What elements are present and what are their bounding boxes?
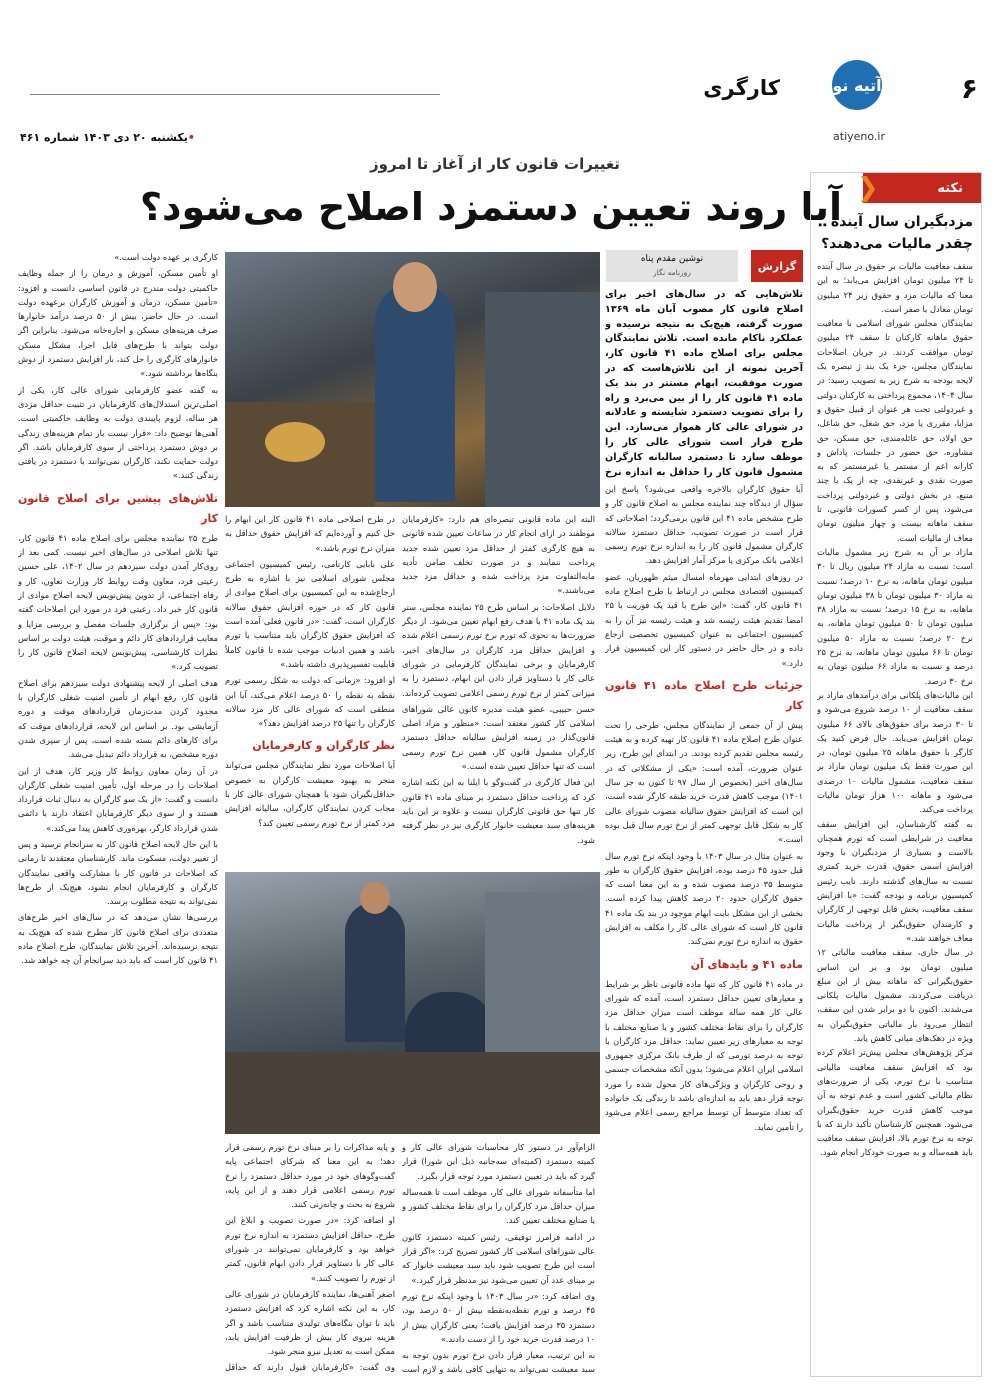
byline (606, 250, 738, 282)
article-kicker: تغییرات قانون کار از آغاز تا امروز (370, 155, 620, 173)
article-column-bottom-a (402, 1140, 595, 1377)
sidebar-body (817, 259, 973, 1368)
paragraph: در ادامه فرامرز توفیقی، رئیس کمیته دستمزد کانون عالی شوراهای اسلامی کار کشور تصریح کرد: «اگر قرار است این طرح تصویب شود باید سبد معیشت خانوار که بر مبنای عدد آن تعیین می‌شود نیز مدنظر قرار گیرد.» (402, 1231, 595, 1285)
paragraph: البته این ماده قانونی تبصره‌ای هم دارد: «کارفرمایان موظفند در ازای انجام کار در ساعات تعیین شده قانونی به هیچ کارگری کمتر از حداقل مزد تعیین شده جدید پرداخت ننمایند و در صورت تخلف ضامن تأدیه مابه‌التفاوت مزد پرداخت شده و حداقل مزد جدید می‌باشند.» (402, 514, 595, 596)
paragraph: اصغر آهنی‌ها، نماینده کارفرمایان در شورای عالی کار، به این نکته اشاره کرد که افزایش دستمزد باید با توان بنگاه‌های تولیدی متناسب باشد و اگر هزینه نیروی کار بیش از ظرفیت افزایش یابد، ممکن است به تعدیل نیرو منجر شود. (225, 1288, 395, 1357)
author-name: نوشین مقدم پناه (640, 254, 704, 264)
paragraph: حسن حبیبی، عضو هیئت مدیره کانون عالی شوراهای اسلامی کار کشور معتقد است: «منظور و مراد اصلی قانون‌گذار در زمینه افزایش سالیانه حداقل دستمزد کارگران مشمول قانون کار، همین نرخ تورم رسمی است که تنها حداقل تعیین شده است.» (402, 703, 595, 772)
dateline-text: یکشنبه ۲۰ دی ۱۴۰۳ شماره ۴۶۱ (20, 131, 188, 144)
report-tag: گزارش (751, 250, 803, 282)
paragraph: به گفته عضو کارفرمایی شورای عالی کار، یکی از اصلی‌ترین استدلال‌های کارفرمایان در تثبیت حداقل مزدی هر ساله، لزوم پایبندی دولت به وظایف حاکمیتی است. آهنی‌ها توضیح داد: «قرار نیست بار تمام هزینه‌های زندگی بر دوش دستمزد پرداختی از سوی کارفرمایان باشد. اگر دولت حمایت نکند، کارگران نمی‌توانند با دستمزد در یافتی زندگی کنند.» (18, 384, 218, 481)
paragraph: الزام‌آور در دستور کار محاسبات شورای عالی کار و کمیته دستمزد (کمیته‌ای سه‌جانبه ذیل این شورا) قرار گیرد که باید در تعیین دستمزد مورد توجه قرار بگیرد. (402, 1142, 595, 1181)
article-headline: آیا روند تعیین دستمزد اصلاح می‌شود؟ (140, 185, 843, 229)
sidebar-paragraph: این مالیات‌های پلکانی برای درآمدهای مازاد بر سقف معافیت از ۱۰ درصد شروع می‌شود و تا ۳۰ درصد برای حقوق‌های بالای ۶۶ میلیون تومان افزایش می‌یابد. حال فرض کنید یک کارگر با حقوق ماهانه ۲۵ میلیون تومان، در این صورت فقط یک میلیون تومان مازاد بر سقف معافیت، مشمول مالیات ۱۰ درصدی می‌شود و ماهانه ۱۰۰ هزار تومان مالیات پرداخت می‌کند. (817, 689, 973, 815)
paragraph: وی اضافه کرد: «در سال ۱۴۰۳ با وجود اینکه نرخ تورم ۴۵ درصد و تورم نقطه‌به‌نقطه بیش از ۵۰ درصد بود، دستمزد ۳۵ درصد افزایش یافت؛ یعنی کارگران بیش از ۱۰ درصد قدرت خرید خود را از دست دادند.» (402, 1290, 595, 1344)
subheading: ماده ۴۱ و بایدهای آن (690, 957, 803, 971)
paragraph: او افزود: «زمانی که دولت به شکل رسمی تورم نقطه به نقطه را ۵۰ درصد اعلام می‌کند، آیا این منطقی است که شورای عالی کار مزد سالانه کارگران را تنها ۲۵ درصد افزایش دهد؟» (225, 675, 395, 729)
sidebar-box (810, 172, 982, 1377)
sidebar-paragraph: سقف معافیت مالیات بر حقوق در سال آینده تا ۲۴ میلیون تومان افزایش می‌یابد؛ به این معنا که مالیات مزد و حقوق زیر ۲۴ میلیون تومان معادل با صفر است. (817, 261, 973, 314)
paragraph: در ماده ۴۱ قانون کار که تنها ماده قانونی ناظر بر شرایط و معیارهای تعیین حداقل دستمزد است، آمده که شورای عالی کار همه ساله موظف است میزان حداقل مزد کارگران را برای نقاط مختلف کشور و یا صنایع مختلف با توجه به معیارهای زیر تعیین نماید: حداقل مزد کارگران با توجه به درصد تورمی که از طرف بانک مرکزی جمهوری اسلامی ایران اعلام می‌شود؛ بدون آنکه مشخصات جسمی و روحی کارگران و ویژگی‌های کار محول شده را مورد توجه قرار دهد باید به اندازه‌ای باشد تا زندگی یک خانواده که تعداد متوسط آن توسط مراجع رسمی اعلام می‌شود را تأمین نماید. (605, 978, 803, 1132)
paragraph: طرح ۲۵ نماینده مجلس برای اصلاح ماده ۴۱ قانون کار، تنها تلاش اصلاحی در سال‌های اخیر نیست. کمی بعد از روی‌کار آمدن دولت سیزدهم در سال ۱۴۰۲، علی حسین رعیتی فرد، معاون وقت روابط کار وزارت تعاون، کار و رفاه اجتماعی، از تدوین پیش‌نویس لایحه اصلاح موادی از قانون کار خبر داد. رعیتی فرد در مورد این اصلاحات گفته بود: «پس از برگزاری جلسات مفصل و بررسی مزایا و معایب قراردادهای کار دائم و موقت، هیئت دولت بر اساس نظرات کارشناسی، پیش‌نویس لایحه اصلاح قانون کار را تصویب کرد.» (18, 532, 218, 672)
machine-frame (485, 292, 600, 507)
paragraph: وی گفت: «کارفرمایان قبول دارند که حداقل (225, 1362, 395, 1373)
paragraph: با این حال لایحه اصلاح قانون کار به سرانجام نرسید و پس از تغییر دولت، مسکوت ماند. کارشناسان معتقدند تا زمانی که اصلاحات در قانون کار با مشارکت واقعی نمایندگان کارگران و کارفرمایان انجام نشود، هیچ‌یک از طرح‌ها نمی‌تواند به نتیجه مطلوب برسد. (18, 838, 218, 907)
paragraph: بررسی‌ها نشان می‌دهد که در سال‌های اخیر طرح‌های متعددی برای اصلاح قانون کار مطرح شده که هیچ‌یک به نتیجه نرسیده‌اند. آخرین تلاش نمایندگان، طرح اصلاح ماده ۴۱ قانون کار است که باید دید سرانجام آن چه خواهد شد. (18, 912, 218, 966)
workshop-machinery (485, 892, 600, 1052)
paragraph: پیش از آن جمعی از نمایندگان مجلس، طرحی را تحت عنوان طرح اصلاح ماده ۴۱ قانون کار تهیه کرده و به هیئت رئیسه مجلس تقدیم کرده بودند. در ابتدای این طرح، زیر عنوان ضرورت، آمده است: «یکی از مشکلاتی که در سال‌های اخیر (بخصوص از سال ۹۷ تا کنون به جز سال ۱۴۰۱) موجب کاهش قدرت خرید طبقه کارگر شده است، این است که افزایش حقوق سالیانه مصوب شورای عالی کار به شکل قابل توجهی کمتر از نرخ تورم سال قبل بوده است.» (605, 719, 803, 845)
sparks (265, 422, 325, 462)
article-column-mid-b (225, 512, 395, 864)
sidebar-tag (857, 173, 981, 203)
article-lead: تلاش‌هایی که در سال‌های اخیر برای اصلاح قانون کار مصوب آبان ماه ۱۳۶۹ صورت گرفته، هیچ‌یک به نتیجه نرسیده و عملکرد ناکام مانده است. تلاش نمایندگان مجلس برای اصلاح ماده ۴۱ قانون کار، آخرین نمونه از این تلاش‌هاست که در صورت موفقیت، ابهام مستتر در بند یک ماده ۴۱ قانون کار را از بین می‌برد و راه را برای تصویب دستمزد شایسته و عادلانه در شورای عالی کار هموار می‌سازد. این طرح قرار است شورای عالی کار را موظف سازد تا دستمزد سالیانه کارگران مشمول قانون کار را حداقل به اندازه نرخ (605, 289, 803, 478)
dateline: •یکشنبه ۲۰ دی ۱۴۰۳ شماره ۴۶۱ (20, 131, 195, 144)
floor-equipment (225, 1052, 600, 1134)
factory-worker-photo (225, 252, 600, 507)
subheading: تلاش‌های پیشین برای اصلاح قانون کار (18, 491, 218, 525)
paragraph: این فعال کارگری در گفت‌وگو با ایلنا به این نکته اشاره کرد که پرداخت حداقل دستمزد بر مبنای ماده ۴۱ قانون کار تنها حق قانونی کارگران نیست و علاوه بر این باید هزینه‌های سبد معیشت خانوار کارگری نیز در نظر گرفته شود. (402, 777, 595, 845)
article-column-left (18, 250, 218, 1377)
subheading: نظر کارگران و کارفرمایان (252, 739, 395, 753)
article-column-right (605, 482, 803, 1377)
paragraph: او اضافه کرد: «در صورت تصویب و ابلاغ این طرح، حداقل افزایش دستمزد به اندازه نرخ تورم خواهد بود و کارفرمایان نمی‌توانند در شورای عالی کار با دستاویز قرار دادن ابهام قانون، کمتر از تورم را تصویب کنند.» (225, 1215, 395, 1283)
article-column-bottom-b (225, 1140, 395, 1377)
standing-worker (345, 902, 405, 1042)
worker-head (393, 262, 437, 312)
standing-worker-head (360, 882, 390, 914)
paragraph: در روزهای ابتدایی مهرماه امسال میثم ظهوریان، عضو کمیسیون اقتصادی مجلس در ارتباط با طرح اصلاح ماده ۴۱ قانون کار، گفت: «این طرح با قید یک فوریت با ۲۵ امضا تقدیم هیئت رئیسه شد و هیئت رئیسه نیز آن را به کمیسیون اجتماعی به عنوان کمیسیون تخصصی ارجاع داده و در حال حاضر در دستور کار این کمیسیون قرار دارد.» (605, 571, 803, 668)
sidebar-paragraph: مرکز پژوهش‌های مجلس پیش‌تر اعلام کرده بود که افزایش سقف معافیت مالیاتی متناسب با نرخ تورم، یکی از ضرورت‌های نظام مالیاتی کشور است و عدم توجه به آن موجب کاهش قدرت خرید حقوق‌بگیران می‌شود. همچنین کارشناسان تأکید دارند که با توجه به نرخ تورم بالا، افزایش سقف معافیت باید همه‌ساله و به صورت خودکار انجام شود. (817, 1047, 973, 1158)
paragraph: او تأمین مسکن، آموزش و درمان را از جمله وظایف حاکمیتی دولت مندرج در قانون اساسی دانست و افزود: «تأمین مسکن، درمان و آموزش کارگران برعهده دولت است. در حال حاضر، بیش از ۵۰ درصد درآمد خانوارها صرف هزینه‌های مسکن و اجاره‌خانه می‌شود. بنابراین اگر دولت بتواند با طرح‌های قابل اجرا، مشکل مسکن خانوارهای کارگری را حل کند، بار افزایش دستمزد از دوش بنگاه‌ها برداشته شود.» (18, 268, 218, 379)
paragraph: به عنوان مثال در سال ۱۴۰۳ با وجود اینکه نرخ تورم سال قبل حدود ۴۵ درصد بوده، افزایش حقوق کارگران به طور متوسط ۳۵ درصد مصوب شده و به این معنا است که حقوق کارگران حدود ۲۰ درصد کاهش پیدا کرده است. بخشی از این مشکل بابت ابهام موجود در بند یک ماده ۴۱ قانون کار است که شورای عالی کار را مکلف به افزایش حقوق به اندازه نرخ تورم نمی‌کند. (605, 850, 803, 947)
worker-figure (375, 282, 455, 502)
sidebar-paragraph: به گفته کارشناسان، این افزایش سقف معافیت در شرایطی است که تورم همچنان بالاست و بسیاری از مزدبگیران با وجود افزایش اسمی حقوق، قدرت خرید کمتری نسبت به سال‌های گذشته دارند. نایب رئیس کمیسیون برنامه و بودجه گفت: «با افزایش سقف معافیت، بخش قابل توجهی از کارگران و کارمندان حقوق‌بگیر از پرداخت مالیات معاف خواهند شد.» (817, 818, 973, 943)
workshop-workers-photo (225, 872, 600, 1134)
site-url[interactable]: atiyeno.ir (833, 130, 885, 143)
paragraph: در آن زمان معاون روابط کار وزیر کار، هدف از این اصلاحات را در مرحله اول، تأمین امنیت شغلی کارگران دانست و گفت: «از یک سو کارگران به دنبال ثبات قرارداد هستند و از سوی دیگر کارفرمایان اعتقاد دارند با دائمی شدن قرارداد کارگر، بهره‌وری کاهش پیدا می‌کند.» (18, 765, 218, 833)
paragraph: اما متأسفانه شورای عالی کار، موظف است تا همه‌ساله میزان حداقل مزد کارگران را برای نقاط مختلف کشور و یا صنایع مختلف تعیین کند. (402, 1186, 595, 1226)
paragraph: هدف اصلی از لایحه پیشنهادی دولت سیزدهم برای اصلاح قانون کار، رفع ابهام از تأمین امنیت شغلی کارگران با محدود کردن مدت‌زمان قراردادهای موقت و دوره آزمایشی بود. بر اساس این لایحه، قراردادهای موقت که برای کارهای دائم بسته شده است، پس از سپری شدن دوره مشخص، به قرارداد دائم تبدیل می‌شد. (18, 677, 218, 760)
sidebar-paragraph: مازاد بر آن به شرح زیر مشمول مالیات است: نسبت به مازاد ۲۴ میلیون ریال تا ۳۰ میلیون تومان ماهانه، به نرخ ۱۰ درصد؛ نسبت به مازاد ۳۰ میلیون تومان تا ۳۸ میلیون تومان ماهانه، به نرخ ۱۵ درصد؛ نسبت به مازاد ۳۸ میلیون تومان تا ۵۰ میلیون تومان ماهانه، به نرخ ۲۰ درصد؛ نسبت به مازاد ۵۰ میلیون تومان تا ۶۶ میلیون تومان ماهانه، به نرخ ۲۵ درصد و نسبت به مازاد ۶۶ میلیون تومان به نرخ ۳۰ درصد. (817, 546, 973, 686)
sidebar-title: مزدبگیران سال آینده چقدر مالیات می‌دهند؟ (821, 214, 973, 252)
subheading: جزئیات طرح اصلاح ماده ۴۱ قانون کار (605, 678, 803, 712)
paragraph: و پایه مذاکرات را بر مبنای نرخ تورم رسمی قرار دهد؛ به این معنا که شرکای اجتماعی پایه گفت‌وگوهای خود در مورد حداقل دستمزد را نرخ تورم رسمی اعلامی قرار دهند و از این پایه، شروع به بحث و چانه‌زنی کنند. (225, 1142, 395, 1210)
paragraph: آیا حقوق کارگران بالاخره واقعی می‌شود؟ پاسخ این سؤال از دیدگاه چند نماینده مجلس به اصلاح قانون کار و طرح مشخص ماده ۴۱ این قانون برمی‌گردد؛ اصلاحاتی که قرار است در صورت تصویب، حداقل دستمزد سالانه کارگران مشمول قانون کار را به اندازه نرخ تورم رسمی اعلامی بانک مرکزی یا مرکز آمار افزایش دهد. (605, 484, 803, 566)
paragraph: دلایل اصلاحات: بر اساس طرح ۲۵ نماینده مجلس، ستر بند یک ماده ۴۱ با هدف رفع ابهام تعیین می‌شود. از دیگر ضرورت‌ها به نحوی که تورم نرخ تورم رسمی اعلام شده و افزایش حداقل مزد کارگران در سال‌های اخیر، کارفرمایان و برخی نمایندگان کارفرمایی در شورای عالی کار با دستاویز قرار دادن این ابهام، دستمزد را به میزانی کمتر از نرخ تورم رسمی اعلامی تصویب کرده‌اند. (402, 601, 595, 698)
newspaper-logo: آتیه نو (832, 60, 882, 110)
paragraph: آیا اصلاحات مورد نظر نمایندگان مجلس می‌تواند منجر به بهبود معیشت کارگران به خصوص حداقل‌بگیران شود یا همچنان شورای عالی کار با مجاب کردن نمایندگان کارگران، سالیانه افزایش مزد کمتر از نرخ تورم رسمی تعیین کند؟ (225, 760, 395, 828)
paragraph: علی بابایی کارنامی، رئیس کمیسیون اجتماعی مجلس شورای اسلامی نیز با اشاره به طرح ارجاع‌شده به این کمیسیون برای اصلاح موادی از قانون کار که در حوزه افزایش حقوق سالانه کارگران است، گفت: «در قانون فعلی آمده است که افزایش حقوق کارگران باید متناسب با تورم باشد و همین ادبیات موجب شده تا قانون کاملاً قابلیت تفسیرپذیری داشته باشد.» (225, 558, 395, 669)
chevron-left-icon: ❮ (857, 173, 879, 203)
page-number: ۶ (960, 72, 978, 105)
sidebar-paragraph: نمایندگان مجلس شورای اسلامی با معافیت حقوق ماهانه کارکنان تا سقف ۲۴ میلیون تومان موافقت کردند. در جریان اصلاحات نمایندگان مجلس، جزء یک بند ژ تبصره یک لایحه بودجه به شرح زیر به تصویب رسید: در سال ۱۴۰۴، مجموع پرداختی به کارکنان دولتی و غیردولتی تحت هر عنوان از قبیل حقوق و مزایا، مقرری یا مزد، حق شغل، حق شاغل، حق اولاد، حق عائله‌مندی، حق مسکن، حق مشاوره، حق حضور در جلسات، پاداش و کارانه اعم از مستمر یا غیرمستمر که به صورت نقدی و غیرنقدی، چه از یک یا چند منبع، در بخش دولتی و غیردولتی پرداخت می‌شود، پس از کسر کسورات قانونی، تا سقف ماهانه بیست و چهار میلیون تومان معاف از مالیات است. (817, 318, 973, 543)
sidebar-paragraph: در سال جاری، سقف معافیت مالیاتی ۱۲ میلیون تومان بود و بر این اساس حقوق‌بگیرانی که ماهانه بیش از این مبلغ دریافت می‌کردند، مشمول مالیات پلکانی می‌شدند. اکنون با دو برابر شدن این سقف، انتظار می‌رود بار مالیاتی حقوق‌بگیران به ویژه در دهک‌های میانی کاهش یابد. (817, 947, 973, 1044)
header-divider (30, 94, 440, 95)
article-column-mid-a (402, 512, 595, 864)
sidebar-tag-label: نکته (937, 180, 963, 196)
section-title: کارگری (703, 76, 780, 100)
author-role: روزنامه نگار (653, 268, 691, 277)
paragraph: در طرح اصلاحی ماده ۴۱ قانون کار این ابهام را حل کنیم و آورده‌ایم که افزایش حقوق حداقل به میزان نرخ تورم باشد.» (225, 514, 395, 553)
paragraph: کارگری بر عهده دولت است.» (114, 252, 218, 262)
page-header (0, 0, 1000, 150)
paragraph: به این ترتیب، معیار قرار دادن نرخ تورم بدون توجه به سبد معیشت نمی‌تواند به تنهایی کافی باشد و لازم است (402, 1350, 595, 1375)
